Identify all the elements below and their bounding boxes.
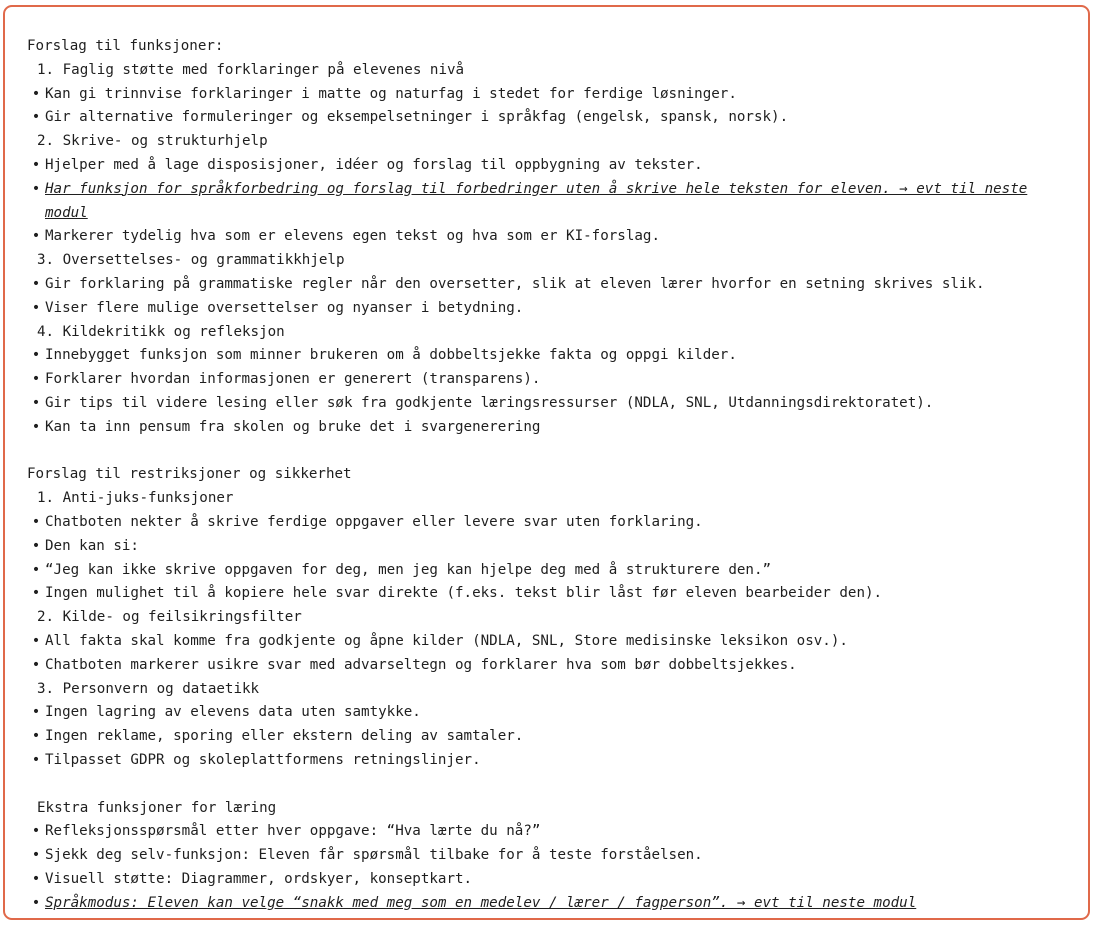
bullet-text: Chatboten nekter å skrive ferdige oppgaver eller levere svar uten forklaring. bbox=[45, 513, 703, 530]
bullet-icon: • bbox=[31, 728, 41, 745]
numbered-heading: 1. Anti-juks-funksjoner bbox=[37, 490, 234, 507]
bullet-text: Ingen lagring av elevens data uten samtykke. bbox=[45, 704, 421, 721]
bullet-icon: • bbox=[31, 347, 41, 364]
bullet-item bbox=[27, 701, 1087, 725]
bullet-icon: • bbox=[31, 109, 41, 126]
bullet-icon: • bbox=[31, 847, 41, 864]
bullet-text: Ingen mulighet til å kopiere hele svar direkte (f.eks. tekst blir låst før eleven bearbeider den). bbox=[45, 585, 883, 602]
bullet-text: Gir forklaring på grammatiske regler når den oversetter, slik at eleven lærer hvorfor en setning skrives slik. bbox=[45, 275, 985, 292]
blank-line bbox=[27, 773, 1087, 797]
bullet-icon: • bbox=[31, 513, 41, 530]
bullet-icon: • bbox=[31, 85, 41, 102]
bullet-item bbox=[27, 225, 1087, 249]
bullet-text: Markerer tydelig hva som er elevens egen tekst og hva som er KI-forslag. bbox=[45, 228, 660, 245]
bullet-item bbox=[27, 725, 1087, 749]
bullet-text: “Jeg kan ikke skrive oppgaven for deg, men jeg kan hjelpe deg med å strukturere den.” bbox=[45, 561, 772, 578]
bullet-item bbox=[27, 582, 1087, 606]
bullet-icon: • bbox=[31, 537, 41, 554]
bullet-text: Refleksjonsspørsmål etter hver oppgave: “Hva lærte du nå?” bbox=[45, 823, 541, 840]
bullet-item bbox=[27, 368, 1087, 392]
bullet-item bbox=[27, 868, 1087, 892]
bullet-item bbox=[27, 416, 1087, 440]
bullet-item bbox=[27, 820, 1087, 844]
numbered-heading: 4. Kildekritikk og refleksjon bbox=[37, 323, 285, 340]
bullet-item bbox=[27, 297, 1087, 321]
bullet-text: Tilpasset GDPR og skoleplattformens retningslinjer. bbox=[45, 751, 481, 768]
numbered-heading: 3. Oversettelses- og grammatikkhjelp bbox=[37, 252, 345, 269]
bullet-item bbox=[27, 630, 1087, 654]
bullet-icon: • bbox=[31, 561, 41, 578]
section-heading: Forslag til funksjoner: bbox=[27, 38, 224, 54]
bullet-item bbox=[27, 559, 1087, 583]
section-heading: Forslag til restriksjoner og sikkerhet bbox=[27, 466, 352, 483]
bullet-text: Hjelper med å lage disposisjoner, idéer og forslag til oppbygning av tekster. bbox=[45, 156, 703, 173]
bullet-icon: • bbox=[31, 823, 41, 840]
bullet-item bbox=[27, 892, 1087, 916]
numbered-heading: 2. Kilde- og feilsikringsfilter bbox=[37, 609, 302, 626]
bullet-icon: • bbox=[31, 394, 41, 411]
bullet-text: Viser flere mulige oversettelser og nyanser i betydning. bbox=[45, 299, 524, 316]
bullet-icon: • bbox=[31, 704, 41, 721]
document-text bbox=[27, 35, 1087, 915]
bullet-icon: • bbox=[31, 418, 41, 435]
bullet-item bbox=[27, 273, 1087, 297]
bullet-text: Visuell støtte: Diagrammer, ordskyer, konseptkart. bbox=[45, 870, 473, 887]
bullet-text: Ingen reklame, sporing eller ekstern deling av samtaler. bbox=[45, 728, 524, 745]
bullet-icon: • bbox=[31, 585, 41, 602]
bullet-item bbox=[27, 344, 1087, 368]
bullet-text: Gir tips til videre lesing eller søk fra godkjente læringsressurser (NDLA, SNL, Utdanningsdirektoratet). bbox=[45, 394, 934, 411]
numbered-heading: 1. Faglig støtte med forklaringer på elevenes nivå bbox=[37, 61, 465, 78]
bullet-icon: • bbox=[31, 299, 41, 316]
bullet-text: Forklarer hvordan informasjonen er generert (transparens). bbox=[45, 371, 541, 388]
bullet-item bbox=[27, 511, 1087, 535]
numbered-heading: 2. Skrive- og strukturhjelp bbox=[37, 133, 268, 150]
numbered-heading: 3. Personvern og dataetikk bbox=[37, 680, 260, 697]
bullet-item bbox=[27, 106, 1087, 130]
bullet-icon: • bbox=[31, 156, 41, 173]
bullet-item bbox=[27, 749, 1087, 773]
bullet-item bbox=[27, 392, 1087, 416]
bullet-text: Den kan si: bbox=[45, 537, 139, 554]
bullet-text-emphasized: Språkmodus: Eleven kan velge “snakk med meg som en medelev / lærer / fagperson”. → evt til neste modul bbox=[45, 894, 917, 911]
bullet-icon: • bbox=[31, 751, 41, 768]
bullet-item bbox=[27, 535, 1087, 559]
numbered-heading: Ekstra funksjoner for læring bbox=[37, 799, 277, 816]
bullet-icon: • bbox=[31, 371, 41, 388]
bullet-text: All fakta skal komme fra godkjente og åpne kilder (NDLA, SNL, Store medisinske leksikon osv.). bbox=[45, 632, 848, 649]
bullet-icon: • bbox=[31, 632, 41, 649]
blank-line bbox=[27, 440, 1087, 464]
bullet-text: Sjekk deg selv-funksjon: Eleven får spørsmål tilbake for å teste forståelsen. bbox=[45, 847, 703, 864]
bullet-item bbox=[27, 654, 1087, 678]
bullet-text: Gir alternative formuleringer og eksempelsetninger i språkfag (engelsk, spansk, norsk). bbox=[45, 109, 789, 126]
bullet-icon: • bbox=[31, 894, 41, 911]
bullet-text: Kan gi trinnvise forklaringer i matte og naturfag i stedet for ferdige løsninger. bbox=[45, 85, 737, 102]
bullet-item bbox=[27, 844, 1087, 868]
bullet-item bbox=[27, 154, 1087, 178]
content-panel bbox=[3, 5, 1090, 920]
bullet-icon: • bbox=[31, 656, 41, 673]
bullet-item bbox=[27, 178, 1087, 226]
bullet-icon: • bbox=[31, 870, 41, 887]
bullet-text: Chatboten markerer usikre svar med advarseltegn og forklarer hva som bør dobbeltsjekkes. bbox=[45, 656, 797, 673]
bullet-text: Kan ta inn pensum fra skolen og bruke det i svargenerering bbox=[45, 418, 541, 435]
bullet-icon: • bbox=[31, 180, 41, 197]
bullet-text: Innebygget funksjon som minner brukeren om å dobbeltsjekke fakta og oppgi kilder. bbox=[45, 347, 737, 364]
bullet-item bbox=[27, 83, 1087, 107]
bullet-icon: • bbox=[31, 228, 41, 245]
bullet-text-emphasized: Har funksjon for språkforbedring og forslag til forbedringer uten å skrive hele teksten for eleven. → evt til neste modul bbox=[45, 180, 1028, 221]
bullet-icon: • bbox=[31, 275, 41, 292]
